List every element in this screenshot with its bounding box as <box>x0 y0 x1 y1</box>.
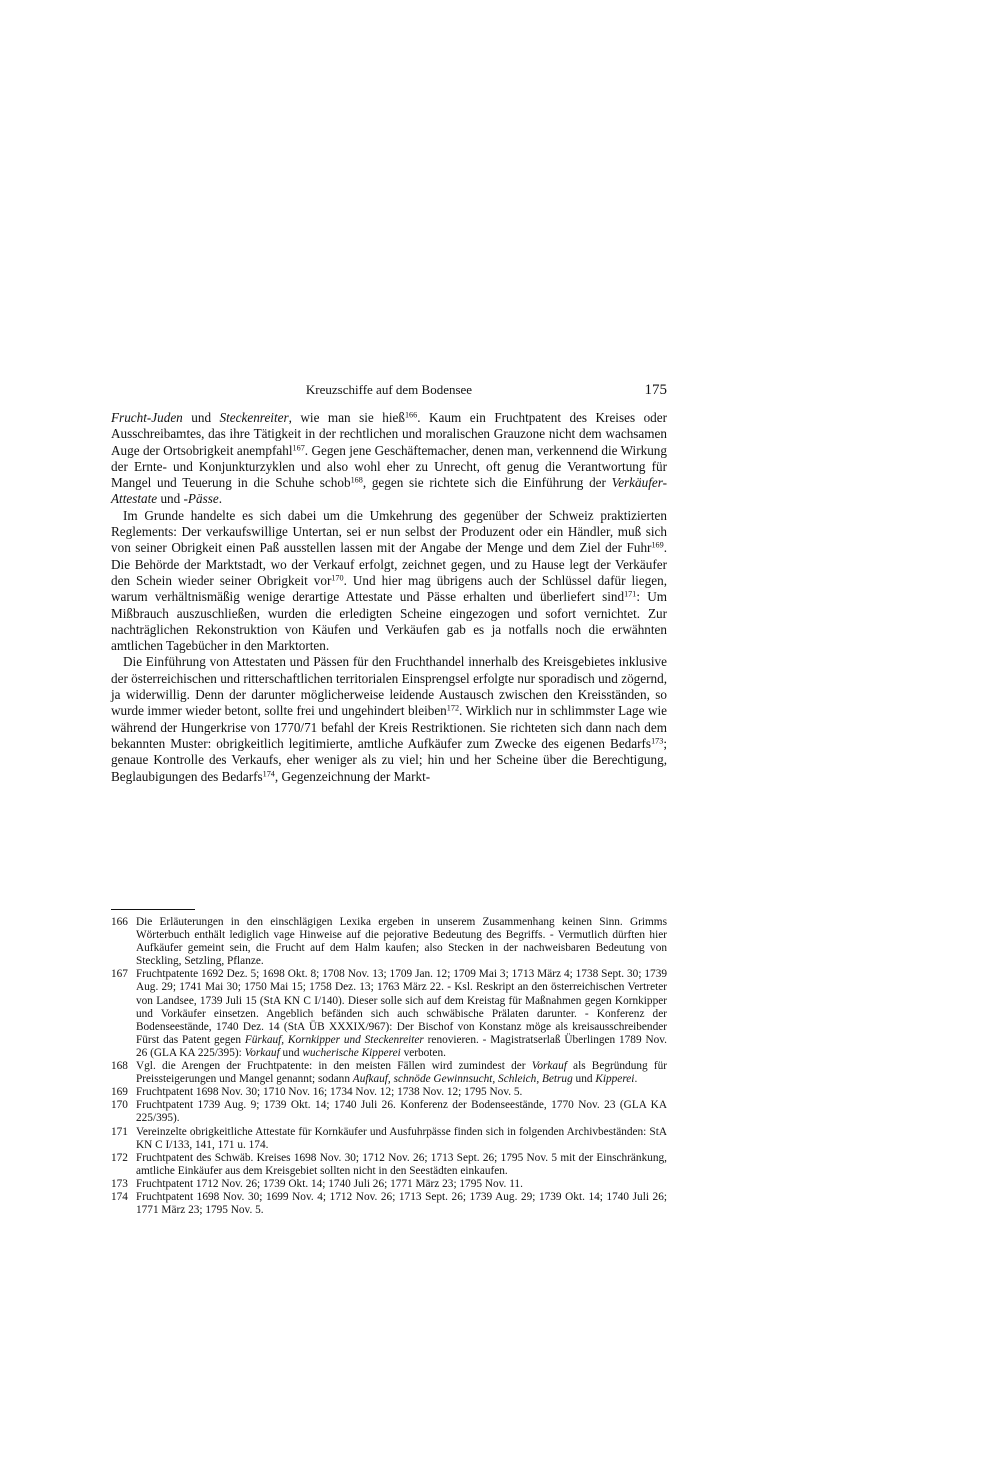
footnote-text <box>136 1178 667 1191</box>
main-text <box>111 410 667 785</box>
italic-text: Fürkauf, Kornkipper und Steckenreiter <box>244 1033 424 1046</box>
text-run: und <box>182 410 220 425</box>
italic-text: Steckenreiter <box>219 410 289 425</box>
footnote-text <box>136 1060 667 1086</box>
footnote-text <box>136 1152 667 1178</box>
text-run: Die Einführung von Attestaten und Pässen für den Fruchthandel innerhalb des Kreisgebietes inklusive der österreichischen und ritterschaftlichen territorialen Einsprengsel erfolgte nur sporadisch und zögernd, ja widerwillig. Denn der darunter möglicherweise leidende Austausch zwischen den Kreisständen, so wurde immer wieder betont, sollte frei und ungehindert bleiben <box>111 654 667 719</box>
text-run: . <box>218 491 222 507</box>
body-paragraph <box>111 654 667 784</box>
text-run: ; genaue Kontrolle des Verkaufs, eher weniger als zu viel; hin und her Scheine über die Berechtigung, Beglaubigungen des Bedarfs <box>111 735 667 784</box>
footnote <box>111 968 667 1060</box>
footnote-reference: 173 <box>651 736 664 746</box>
footnote-number: 167 <box>111 968 128 981</box>
text-run: . <box>634 1073 638 1086</box>
footnote-reference: 171 <box>624 589 637 599</box>
italic-text: Frucht-Juden <box>111 410 183 425</box>
page-number: 175 <box>644 382 667 398</box>
footnote <box>111 1060 667 1086</box>
footnote-reference: 169 <box>651 540 664 550</box>
footnote-reference: 174 <box>262 769 275 779</box>
footnote-separator <box>111 909 195 910</box>
footnote-text <box>136 1086 667 1099</box>
text-run: Im Grunde handelte es sich dabei um die Umkehrung des gegenüber der Schweiz praktizierten Reglements: Der verkaufswillige Untertan, sei er nun selbst der Produzent oder ein Händler, muß sich von seiner Obrigkeit einen Paß ausstellen lassen mit der Angabe der Menge und dem Ziel der Fuhr <box>111 507 667 556</box>
italic-text: Verkäufer-Attestate <box>111 475 668 507</box>
footnote <box>111 1152 667 1178</box>
italic-text: Vorkauf <box>244 1046 280 1059</box>
body-paragraph <box>111 410 667 508</box>
footnote <box>111 1191 667 1217</box>
footnote-text <box>136 916 667 968</box>
text-run: Fruchtpatent des Schwäb. Kreises 1698 Nov. 30; 1712 Nov. 26; 1713 Sept. 26; 1795 Nov. 5 mit der Einschränkung, amtliche Einkäufer aus dem Kreisgebiet sollten nicht in den Seestädten einkaufen. <box>136 1151 667 1177</box>
text-run: , Gegenzeichnung der Markt- <box>274 768 431 784</box>
footnote <box>111 1086 667 1099</box>
footnote-reference: 168 <box>350 475 363 485</box>
text-run: und <box>157 491 184 507</box>
text-run: Vereinzelte obrigkeitliche Attestate für Kornkäufer und Ausfuhrpässe finden sich in folgenden Archivbeständen: StA KN C I/133, 141, 171 u. 174. <box>136 1125 667 1151</box>
text-run: , gegen sie richtete sich die Einführung der <box>362 475 612 491</box>
footnote-number: 168 <box>111 1060 128 1073</box>
page-header <box>111 380 667 400</box>
footnote <box>111 1178 667 1191</box>
footnote-number: 172 <box>111 1151 128 1164</box>
text-run: . Wirklich nur in schlimmster Lage wie während der Hungerkrise von 1770/71 befahl der Kreis Restriktionen. Sie richteten sich dann nach dem bekannten Muster: obrigkeitlich legitimierte, amtliche Aufkäufer zum Zwecke des eigenen Bedarfs <box>111 703 667 751</box>
italic-text: Kipperei <box>595 1073 635 1086</box>
text-run: verboten. <box>400 1046 446 1059</box>
footnote-text <box>136 968 667 1060</box>
text-run: und <box>279 1046 303 1059</box>
footnote <box>111 1126 667 1152</box>
text-run: Fruchtpatente 1692 Dez. 5; 1698 Okt. 8; 1708 Nov. 13; 1709 Jan. 12; 1709 Mai 3; 1713 März 4; 1738 Sept. 30; 1739 Aug. 29; 1741 Mai 30; 1750 Mai 15; 1758 Dez. 13; 1763 März 22. - Ksl. Reskript an den österreichischen Vertreter von Landsee, 1739 Juli 15 (StA KN C I/140). Dieser solle sich auf dem Kreistag für Maßnahmen gegen Kornkipper und Vorkäufer einsetzen. Angeblich befänden sich auch schwäbische Prälaten darunter. - Konferenz der Bodenseestände, 1740 Dez. 14 (StA ÜB XXXIX/967): Der Bischof von Konstanz möge als kreisausschreibender Fürst das Patent gegen <box>136 968 667 1046</box>
text-run: Fruchtpatent 1739 Aug. 9; 1739 Okt. 14; 1740 Juli 26. Konferenz der Bodenseestände, 1770 Nov. 23 (GLA KA 225/395). <box>136 1099 667 1125</box>
italic-text: wucherische Kipperei <box>302 1046 401 1059</box>
text-run: . Und hier mag übrigens auch der Schlüssel dafür liegen, warum verhältnismäßig wenige derartige Attestate und Pässe erhalten und überliefert sind <box>111 572 667 605</box>
text-run: renovieren. - Magistratserlaß Überlingen 1789 Nov. 26 (GLA KA 225/395): <box>136 1033 667 1059</box>
text-run: . Kaum ein Fruchtpatent des Kreises oder Ausschreibamtes, das ihre Tätigkeit in der rechtlichen und moralischen Grauzone nicht dem wachsamen Auge der Ortsobrigkeit anempfahl <box>111 410 667 458</box>
footnote-reference: 170 <box>331 573 344 583</box>
text-run: Fruchtpatent 1698 Nov. 30; 1710 Nov. 16; 1734 Nov. 12; 1738 Nov. 12; 1795 Nov. 5. <box>136 1086 523 1099</box>
footnote <box>111 1099 667 1125</box>
footnote-reference: 172 <box>446 703 460 713</box>
text-run: : Um Mißbrauch auszuschließen, wurden die erledigten Scheine eingezogen und sofort vernichtet. Zur nachträglichen Rekonstruktion von Käufen und Verkäufen gab es ja notfalls noch die erwähnten amtlichen Tagebücher in den Marktorten. <box>111 589 667 654</box>
text-run: . Die Behörde der Marktstadt, wo der Verkauf erfolgt, zeichnet gegen, und zu Hause legt der Verkäufer den Schein wieder seiner Obrigkeit vor <box>111 540 667 588</box>
text-run: Vgl. die Arengen der Fruchtpatente: in den meisten Fällen wird zumindest der <box>136 1060 532 1073</box>
footnote-reference: 166 <box>404 410 418 420</box>
text-run: . Gegen jene Geschäftemacher, denen man, verkennend die Wirkung der Ernte- und Konjunkturzyklen und also wohl eher zu Unrecht, oft genug die Verantwortung für Mangel und Teuerung in die Schuhe schob <box>111 442 667 491</box>
footnote-number: 173 <box>111 1177 128 1190</box>
footnote <box>111 916 667 968</box>
italic-text: Vorkauf <box>531 1060 567 1073</box>
footnote-text <box>136 1126 667 1152</box>
footnote-number: 170 <box>111 1099 128 1112</box>
footnote-number: 166 <box>111 916 128 928</box>
text-run: Fruchtpatent 1712 Nov. 26; 1739 Okt. 14; 1740 Juli 26; 1771 März 23; 1795 Nov. 11. <box>136 1177 523 1190</box>
footnote-reference: 167 <box>292 443 305 453</box>
footnote-number: 171 <box>111 1125 128 1138</box>
body-paragraph <box>111 508 667 655</box>
italic-text: -Pässe <box>183 491 219 507</box>
footnote-number: 174 <box>111 1190 128 1203</box>
running-title: Kreuzschiffe auf dem Bodensee <box>305 382 473 397</box>
text-run: und <box>572 1073 596 1086</box>
footnote-text <box>136 1191 667 1217</box>
footnote-text <box>136 1099 667 1125</box>
italic-text: Aufkauf, schnöde Gewinnsucht, Schleich, Betrug <box>352 1073 573 1086</box>
footnotes <box>111 916 667 1217</box>
text-run: , wie man sie hieß <box>288 410 405 425</box>
footnote-number: 169 <box>111 1086 128 1099</box>
text-run: Die Erläuterungen in den einschlägigen Lexika ergeben in unserem Zusammenhang keinen Sinn. Grimms Wörterbuch enthält lediglich vage Hinweise auf die pejorative Bedeutung des Begriffs. - Vermutlich dürften hier Aufkäufer gemeint sein, die Frucht auf dem Halm kaufen; also Stecken in der nachweisbaren Bedeutung von Steckling, Setzling, Pflanze. <box>136 916 667 968</box>
text-run: Fruchtpatent 1698 Nov. 30; 1699 Nov. 4; 1712 Nov. 26; 1713 Sept. 26; 1739 Aug. 29; 1739 Okt. 14; 1740 Juli 26; 1771 März 23; 1795 Nov. 5. <box>136 1190 667 1217</box>
text-run: als Begründung für Preissteigerungen und Mangel genannt; sodann <box>136 1060 667 1086</box>
